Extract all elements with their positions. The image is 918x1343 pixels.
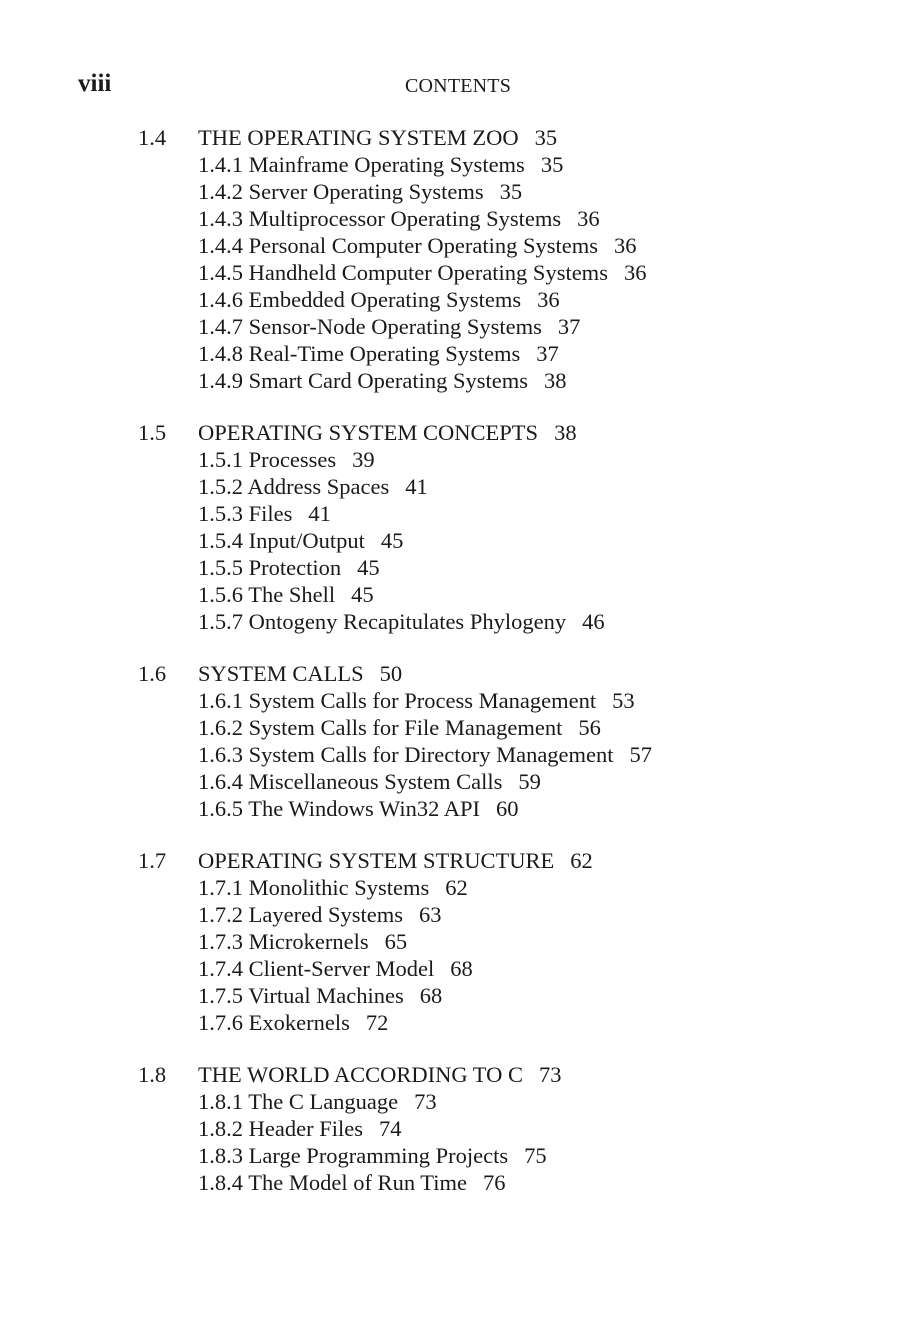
toc-entry[interactable] (0, 928, 918, 955)
toc-entry[interactable] (0, 446, 918, 473)
section-title: THE OPERATING SYSTEM ZOO (198, 125, 519, 150)
page-ref: 36 (613, 233, 637, 258)
section-heading[interactable] (0, 419, 918, 446)
section-title: OPERATING SYSTEM STRUCTURE (198, 848, 555, 873)
page-ref: 46 (582, 609, 605, 634)
section-title: THE WORLD ACCORDING TO C (198, 1062, 524, 1087)
page-ref: 38 (543, 368, 567, 393)
toc-entry[interactable] (0, 901, 918, 928)
section-number: 1.5 (138, 420, 167, 445)
section-number: 1.8 (138, 1062, 167, 1087)
page-ref: 41 (308, 501, 331, 526)
toc-entry[interactable] (0, 259, 918, 286)
entry-title: 1.6.4 Miscellaneous System Calls (198, 769, 503, 794)
toc-entry[interactable] (0, 955, 918, 982)
toc-entry[interactable] (0, 473, 918, 500)
section-number: 1.7 (138, 848, 167, 873)
page-ref: 37 (536, 341, 559, 366)
toc-entry[interactable] (0, 313, 918, 340)
page-ref: 36 (577, 206, 600, 231)
page-ref: 35 (534, 125, 558, 150)
entry-title: 1.8.2 Header Files (198, 1116, 363, 1141)
section-number: 1.6 (138, 661, 167, 686)
page-ref: 45 (351, 582, 374, 607)
entry-title: 1.4.8 Real-Time Operating Systems (198, 341, 521, 366)
page-ref: 59 (518, 769, 541, 794)
entry-title: 1.7.1 Monolithic Systems (198, 875, 430, 900)
entry-title: 1.4.7 Sensor-Node Operating Systems (198, 314, 542, 339)
toc-entry[interactable] (0, 286, 918, 313)
page-ref: 35 (540, 152, 564, 177)
section-number: 1.4 (138, 125, 167, 150)
toc-entry[interactable] (0, 581, 918, 608)
page-ref: 75 (524, 1143, 547, 1168)
toc-section-1-5 (0, 419, 918, 635)
toc-entry[interactable] (0, 608, 918, 635)
page-ref: 60 (495, 796, 519, 821)
entry-title: 1.6.3 System Calls for Directory Management (198, 742, 614, 767)
toc-entry[interactable] (0, 714, 918, 741)
entry-title: 1.5.5 Protection (198, 555, 342, 580)
entry-title: 1.6.2 System Calls for File Management (198, 715, 563, 740)
toc-entry[interactable] (0, 151, 918, 178)
entry-title: 1.5.1 Processes (198, 447, 337, 472)
toc-section-1-8 (0, 1061, 918, 1196)
toc-entry[interactable] (0, 741, 918, 768)
toc-section-1-6 (0, 660, 918, 822)
toc-entry[interactable] (0, 874, 918, 901)
page-ref: 45 (357, 555, 380, 580)
entry-title: 1.4.5 Handheld Computer Operating Systems (198, 260, 608, 285)
toc-entry[interactable] (0, 687, 918, 714)
toc-entry[interactable] (0, 500, 918, 527)
section-heading[interactable] (0, 660, 918, 687)
entry-title: 1.6.1 System Calls for Process Management (198, 688, 597, 713)
table-of-contents (0, 124, 918, 1221)
toc-entry[interactable] (0, 982, 918, 1009)
toc-entry[interactable] (0, 554, 918, 581)
page-ref: 57 (629, 742, 653, 767)
entry-title: 1.5.6 The Shell (198, 582, 336, 607)
page-ref: 68 (450, 956, 473, 981)
page-ref: 39 (352, 447, 375, 472)
page-ref: 41 (405, 474, 428, 499)
page-ref: 68 (419, 983, 443, 1008)
entry-title: 1.8.1 The C Language (198, 1089, 399, 1114)
entry-title: 1.7.2 Layered Systems (198, 902, 403, 927)
toc-entry[interactable] (0, 527, 918, 554)
toc-entry[interactable] (0, 1169, 918, 1196)
toc-entry[interactable] (0, 340, 918, 367)
entry-title: 1.5.3 Files (198, 501, 293, 526)
page-ref: 62 (570, 848, 593, 873)
toc-entry[interactable] (0, 1009, 918, 1036)
toc-section-1-4 (0, 124, 918, 394)
entry-title: 1.4.1 Mainframe Operating Systems (198, 152, 525, 177)
page-ref: 35 (499, 179, 523, 204)
entry-title: 1.4.4 Personal Computer Operating Systems (198, 233, 598, 258)
entry-title: 1.4.3 Multiprocessor Operating Systems (198, 206, 562, 231)
page-ref: 73 (539, 1062, 562, 1087)
page-ref: 36 (623, 260, 647, 285)
entry-title: 1.5.7 Ontogeny Recapitulates Phylogeny (198, 609, 567, 634)
entry-title: 1.7.5 Virtual Machines (198, 983, 404, 1008)
entry-title: 1.6.5 The Windows Win32 API (198, 796, 480, 821)
toc-entry[interactable] (0, 1088, 918, 1115)
entry-title: 1.7.6 Exokernels (198, 1010, 350, 1035)
section-heading[interactable] (0, 1061, 918, 1088)
entry-title: 1.8.4 The Model of Run Time (198, 1170, 467, 1195)
toc-entry[interactable] (0, 795, 918, 822)
toc-entry[interactable] (0, 367, 918, 394)
page-ref: 73 (414, 1089, 437, 1114)
section-heading[interactable] (0, 847, 918, 874)
page-ref: 62 (445, 875, 468, 900)
entry-title: 1.7.3 Microkernels (198, 929, 369, 954)
section-title: OPERATING SYSTEM CONCEPTS (198, 420, 539, 445)
running-head (0, 68, 918, 100)
page-ref: 53 (612, 688, 635, 713)
toc-entry[interactable] (0, 768, 918, 795)
toc-entry[interactable] (0, 178, 918, 205)
page-ref: 76 (482, 1170, 506, 1195)
page-number: viii (78, 70, 112, 97)
entry-title: 1.5.2 Address Spaces (198, 474, 390, 499)
section-heading[interactable] (0, 124, 918, 151)
page-ref: 65 (384, 929, 408, 954)
toc-section-1-7 (0, 847, 918, 1036)
toc-entry[interactable] (0, 205, 918, 232)
page-ref: 63 (418, 902, 442, 927)
page-ref: 72 (365, 1010, 389, 1035)
toc-entry[interactable] (0, 232, 918, 259)
entry-title: 1.4.6 Embedded Operating Systems (198, 287, 522, 312)
page-ref: 56 (578, 715, 601, 740)
page-ref: 50 (379, 661, 403, 686)
entry-title: 1.8.3 Large Programming Projects (198, 1143, 509, 1168)
entry-title: 1.7.4 Client-Server Model (198, 956, 435, 981)
toc-entry[interactable] (0, 1142, 918, 1169)
page-ref: 36 (537, 287, 560, 312)
entry-title: 1.4.9 Smart Card Operating Systems (198, 368, 528, 393)
section-title: SYSTEM CALLS (198, 661, 364, 686)
page-ref: 74 (378, 1116, 402, 1141)
page-ref: 38 (554, 420, 577, 445)
toc-entry[interactable] (0, 1115, 918, 1142)
page-ref: 37 (557, 314, 581, 339)
entry-title: 1.4.2 Server Operating Systems (198, 179, 484, 204)
page-ref: 45 (380, 528, 404, 553)
running-title: CONTENTS (405, 75, 512, 97)
entry-title: 1.5.4 Input/Output (198, 528, 365, 553)
